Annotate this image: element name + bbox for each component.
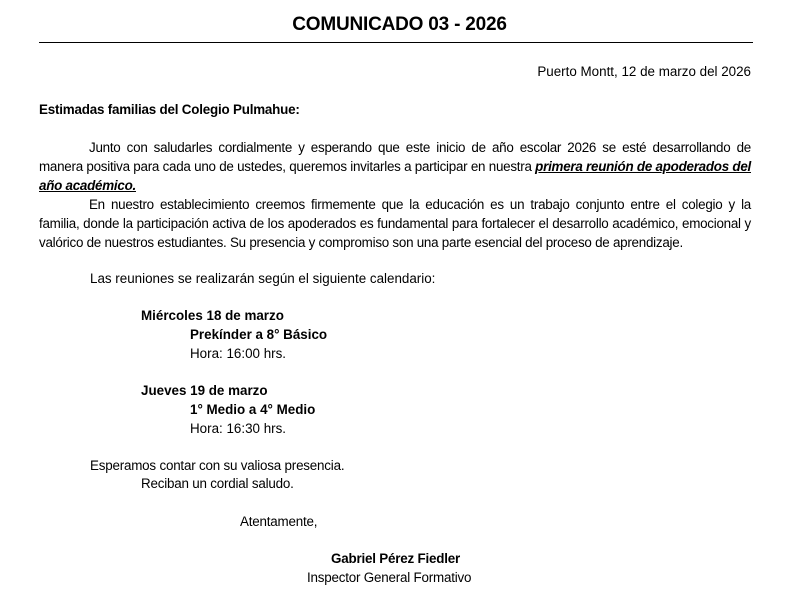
schedule-date: Jueves 19 de marzo bbox=[141, 383, 268, 398]
signatory-role: Inspector General Formativo bbox=[307, 570, 472, 585]
meeting-emphasis: primera reunión de apoderados del año académico. bbox=[39, 159, 751, 193]
document-title: COMUNICADO 03 - 2026 bbox=[292, 14, 507, 35]
closing-presence: Esperamos contar con su valiosa presencia. bbox=[90, 458, 345, 473]
paragraph-invitation bbox=[39, 138, 751, 195]
schedule-time: Hora: 16:00 hrs. bbox=[190, 346, 287, 361]
paragraph-invitation-text: Junto con saludarles cordialmente y esperando que este inicio de año escolar 2026 se esté desarrollando de manera positiva para cada uno de ustedes, queremos invitarles a participar en nuestra bbox=[39, 140, 751, 174]
schedule-levels: Prekínder a 8° Básico bbox=[190, 327, 328, 342]
schedule-time: Hora: 16:30 hrs. bbox=[190, 421, 287, 436]
schedule-levels: 1° Medio a 4° Medio bbox=[190, 402, 316, 417]
greeting: Estimadas familias del Colegio Pulmahue: bbox=[39, 102, 300, 117]
schedule-date: Miércoles 18 de marzo bbox=[141, 308, 284, 323]
closing-greeting: Reciban un cordial saludo. bbox=[141, 476, 294, 491]
paragraph-schedule-intro: Las reuniones se realizarán según el siguiente calendario: bbox=[90, 271, 436, 286]
signatory-name: Gabriel Pérez Fiedler bbox=[331, 551, 461, 566]
sign-off: Atentamente, bbox=[240, 514, 318, 529]
title-divider bbox=[39, 42, 753, 43]
paragraph-collaboration-text: En nuestro establecimiento creemos firmemente que la educación es un trabajo conjunto entre el colegio y la familia, donde la participación activa de los apoderados es fundamental para fortalecer el desarrollo académico, emocional y valórico de nuestros estudiantes. Su presencia y compromiso son una parte esencial del proceso de aprendizaje. bbox=[39, 197, 751, 250]
place-date: Puerto Montt, 12 de marzo del 2026 bbox=[537, 64, 751, 79]
paragraph-collaboration bbox=[39, 195, 751, 252]
